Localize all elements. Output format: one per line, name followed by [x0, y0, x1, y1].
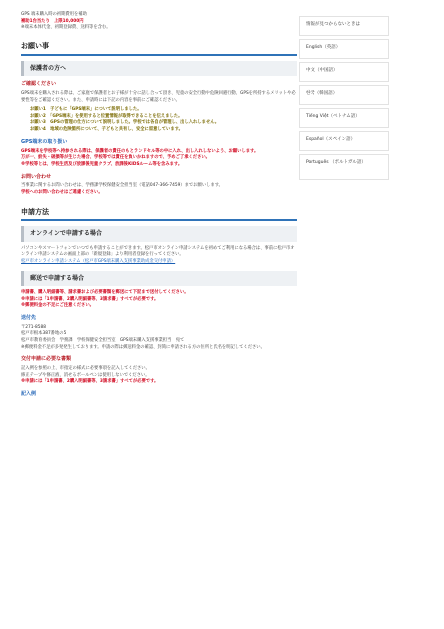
docs-body-2: 修正テープや修正液、消せるボールペンは使用しないでください。 — [21, 372, 150, 378]
confirm-heading: ご確認ください — [21, 81, 57, 88]
mail-body: 申請書、購入明細書等、請求書および必要書類を郵送にて下記まで送付してください。 — [21, 289, 189, 295]
address-line: 松戸市教育委員会 学務課 学校保健安全担当室 GPS端末購入支援事業担当 宛て — [21, 338, 185, 344]
main-content — [21, 12, 297, 401]
handling-body-2: 万が一、紛失・破損等が生じた場合、学校等では責任を負いかねますので、予めご了承ください。 — [21, 155, 210, 161]
mail-heading: 郵送で申請する場合 — [21, 271, 297, 286]
check-item: お願い4 地域の危険箇所について、子どもと共有し、安全に留意しています。 — [30, 127, 183, 133]
check-item: お願い1 子どもに「GPS端末」について説明しました。 — [30, 107, 142, 113]
docs-heading: 交付申請に必要な書類 — [21, 356, 72, 363]
sidebar-item-english[interactable]: English（英語） — [299, 39, 389, 59]
mail-note-1: ※申請には「1申請書、2購入明細書等、3請求書」すべてが必要です。 — [21, 296, 159, 302]
example-heading: 記入例 — [21, 391, 37, 398]
handling-heading: GPS端末の取り扱い — [21, 138, 68, 145]
sidebar — [299, 16, 389, 183]
sidebar-item-korean[interactable]: 한국（韓国語） — [299, 85, 389, 105]
address-heading: 送付先 — [21, 314, 37, 321]
mail-note-2: ※郵便料金の不足にご注意ください。 — [21, 303, 94, 309]
section-title-notice: お願い事 — [21, 41, 297, 56]
online-body: パソコンやスマートフォンでいつでも申請することができます。松戸市オンライン申請システムを初めてご利用になる場合は、事前に松戸市オンライン申請システムの画面上部の「新規登録」より利用者登録を行ってください。 — [21, 245, 295, 258]
handling-note: ※学校等とは、学校生活及び放課後児童クラブ、放課後KIDSルーム等を含みます。 — [21, 161, 183, 167]
address-line: 松戸市根本387番地の5 — [21, 331, 67, 337]
check-item: お願い2 「GPS端末」を使用すると位置情報が取得できることを伝えました。 — [30, 113, 183, 119]
sidebar-item-portuguese[interactable]: Português （ポルトガル語） — [299, 154, 389, 180]
sidebar-item-not-found[interactable]: 情報が見つからないときは — [299, 16, 389, 36]
guardians-heading: 保護者の方へ — [21, 61, 297, 76]
section-title-apply: 申請方法 — [21, 207, 297, 222]
docs-note: ※申請には「1申請書、2購入明細書等、3請求書」すべてが必要です。 — [21, 379, 159, 385]
subsidy-amount: 補助1台当たり 上限10,000円 — [21, 18, 84, 24]
subsidy-heading: GPS 端末購入時の初期費用を補助 — [21, 12, 87, 17]
docs-body: 記入例を参照の上、市指定の様式に必要事項を記入してください。 — [21, 366, 150, 372]
address-note: ※郵便料金不足が多発発生しております。申請の際は郵送料金の確認、封筒に申請される方の住所と氏名を明記してください。 — [21, 344, 265, 350]
sidebar-item-spanish[interactable]: Español（スペイン語） — [299, 131, 389, 151]
online-heading: オンラインで申請する場合 — [21, 226, 297, 241]
online-application-link[interactable]: 松戸市オンライン申請システム（松戸市GPS端末購入支援事業助成金交付申請） — [21, 259, 176, 265]
contact-note: 学校へのお問い合わせはご遠慮ください。 — [21, 189, 103, 195]
check-list — [21, 107, 297, 134]
subsidy-note: ※端末本体代金、初期登録費、送料等を含む。 — [21, 25, 111, 31]
sidebar-item-chinese[interactable]: 中文（中国語） — [299, 62, 389, 82]
sidebar-item-vietnamese[interactable]: Tiếng Việt（ベトナム語） — [299, 108, 389, 128]
contact-heading: お問い合わせ — [21, 173, 52, 180]
contact-body: 当事業に関するお問い合わせは、学務課学校保健安全担当室（電話047-366-7459）までお願いします。 — [21, 183, 223, 189]
check-item: お願い3 GPSの管理の仕方について説明しました。学校では各自が管理し、出し入れしません。 — [30, 120, 220, 126]
confirm-body: GPS端末を購入される際は、ご家庭で保護者とお子様が十分に話し合って頂き、児童の安全行動や危険回避行動、GPSを所持するメリットや必要性等をご確認ください。また、申請時には下記の内容を事前にご確認ください。 — [21, 90, 296, 103]
handling-body: GPS端末を学校等へ持参される際は、保護者の責任のもとランドセル等の中に入れ、出し入れしないよう、お願いします。 — [21, 148, 259, 154]
address-line: 〒271-8588 — [21, 324, 46, 330]
